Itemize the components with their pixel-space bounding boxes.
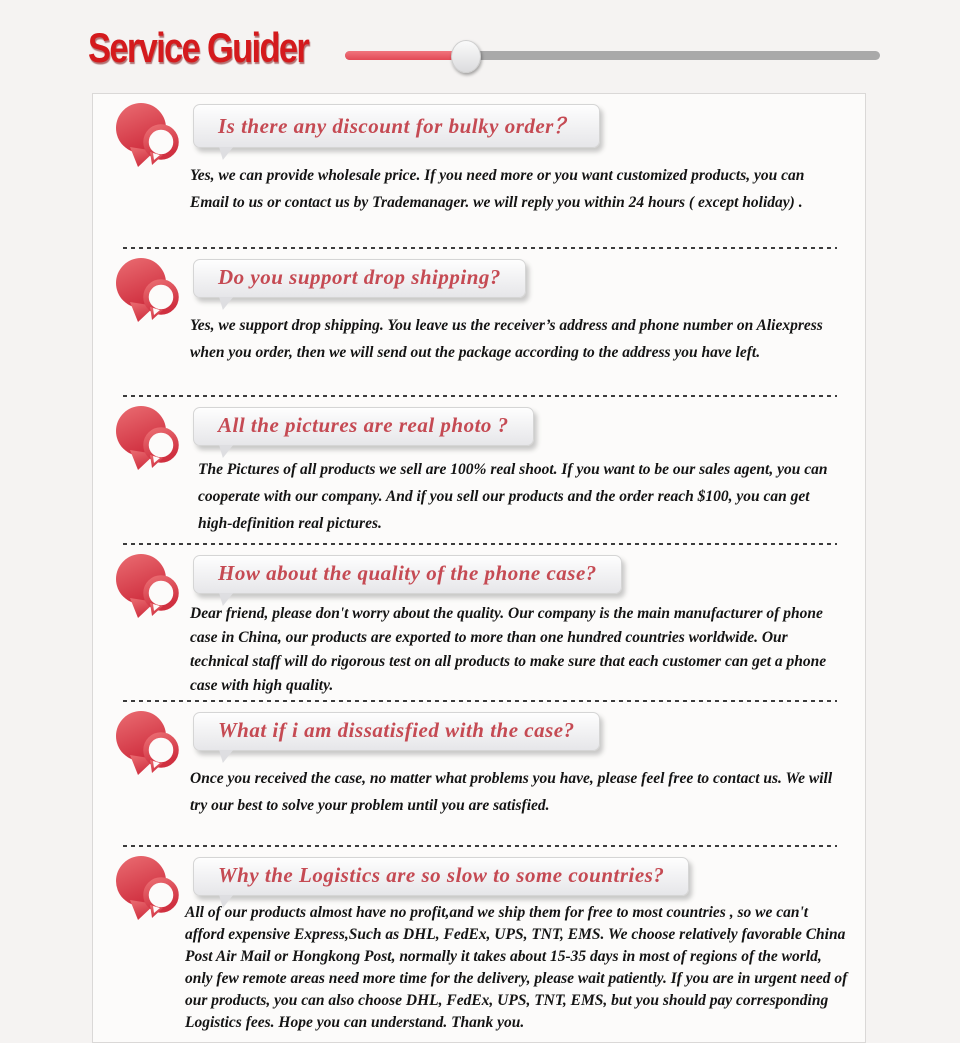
chat-bubbles-icon: [113, 257, 183, 323]
answer-text: All of our products almost have no profit,and we ship them for free to most countries , so we can't afford expensive Express,Such as DHL, FedEx, UPS, TNT, EMS. We choose relatively favorable China Post Air Mail or Hongkong Post, normally it takes about 15-35 days in most of regions of the world, only few remote areas need more time for the delivery, please wait patiently. If you are in urgent need of our products, you can also choose DHL, FedEx, UPS, TNT, EMS, but you should pay corresponding Logistics fees. Hope you can understand. Thank you.: [185, 904, 848, 1031]
faq-item-logistics: [93, 847, 865, 1034]
question-text: Is there any discount for bulky order？: [218, 114, 576, 138]
chat-bubbles-icon: [113, 710, 183, 776]
question-bubble: [193, 555, 622, 594]
faq-item-dissatisfied: [93, 702, 865, 819]
chat-bubbles-icon: [113, 855, 183, 921]
answer-text: The Pictures of all products we sell are 100% real shoot. If you want to be our sales agent, you can cooperate with our company. And if you sell our products and the order reach $100, you can get high-definition real pictures.: [198, 461, 828, 532]
page-header: [0, 0, 960, 93]
faq-item-drop-shipping: [93, 249, 865, 366]
service-guide-panel: [92, 93, 866, 1043]
question-bubble: [193, 104, 600, 148]
question-text: All the pictures are real photo ?: [218, 413, 509, 437]
faq-item-discount: [93, 94, 865, 216]
faq-item-real-photo: [93, 397, 865, 537]
progress-slider: [345, 48, 880, 62]
question-bubble: [193, 712, 600, 751]
slider-knob-icon[interactable]: [451, 40, 481, 73]
chat-bubbles-icon: [113, 553, 183, 619]
question-bubble: [193, 407, 534, 446]
chat-bubbles-icon: [113, 405, 183, 471]
question-text: Do you support drop shipping?: [218, 265, 501, 289]
question-bubble: [193, 857, 689, 896]
answer-text: Dear friend, please don't worry about the quality. Our company is the main manufacturer of phone case in China, our products are exported to more than one hundred countries worldwide. Our technical staff will do rigorous test on all products to make sure that each customer can get a phone case with high quality.: [190, 605, 827, 694]
answer-text: Yes, we can provide wholesale price. If you need more or you want customized products, you can Email to us or contact us by Trademanager. we will reply you within 24 hours ( except holiday) .: [190, 167, 805, 211]
question-text: How about the quality of the phone case?: [218, 561, 597, 585]
question-bubble: [193, 259, 526, 298]
faq-item-quality: [93, 545, 865, 698]
answer-text: Once you received the case, no matter what problems you have, please feel free to contact us. We will try our best to solve your problem until you are satisfied.: [190, 770, 833, 814]
question-text: What if i am dissatisfied with the case?: [218, 718, 575, 742]
answer-text: Yes, we support drop shipping. You leave us the receiver’s address and phone number on Aliexpress when you order, then we will send out the package according to the address you have left.: [190, 317, 823, 361]
question-text: Why the Logistics are so slow to some countries?: [218, 863, 665, 887]
page-title: Service Guider: [88, 24, 309, 71]
chat-bubbles-icon: [113, 102, 183, 168]
